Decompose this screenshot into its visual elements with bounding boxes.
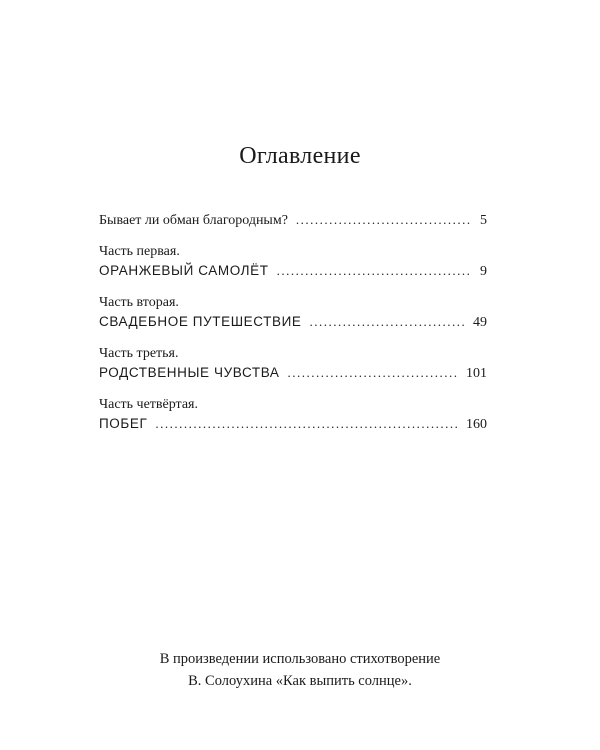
dot-leader <box>310 312 465 331</box>
toc-line <box>99 414 487 434</box>
toc-entry-part-3 <box>99 345 487 383</box>
toc-line <box>99 363 487 383</box>
toc-page-number: 101 <box>466 366 487 381</box>
note-line: В. Солоухина «Как выпить солнце». <box>188 673 412 689</box>
toc-line <box>99 312 487 332</box>
note-line: В произведении использовано стихотворение <box>159 651 441 667</box>
part-label: Часть первая. <box>99 244 180 259</box>
toc-heading: РОДСТВЕННЫЕ ЧУВСТВА <box>99 365 280 380</box>
dot-leader <box>155 414 458 433</box>
dot-leader <box>277 261 472 280</box>
part-label: Часть вторая. <box>99 295 179 310</box>
toc-page-number: 9 <box>480 264 487 279</box>
toc-heading: Бывает ли обман благородным? <box>99 213 288 228</box>
part-label: Часть третья. <box>99 346 179 361</box>
toc-entry-intro <box>99 210 487 230</box>
table-of-contents <box>99 210 487 447</box>
toc-line <box>99 210 487 230</box>
part-label: Часть четвёртая. <box>99 397 198 412</box>
toc-page-number: 160 <box>466 417 487 432</box>
page-title: Оглавление <box>239 143 361 169</box>
toc-entry-part-4 <box>99 396 487 434</box>
toc-heading: ПОБЕГ <box>99 416 148 431</box>
toc-heading: ОРАНЖЕВЫЙ САМОЛЁТ <box>99 263 269 278</box>
toc-page-number: 5 <box>480 213 487 228</box>
dot-leader <box>296 210 472 229</box>
toc-heading: СВАДЕБНОЕ ПУТЕШЕСТВИЕ <box>99 314 302 329</box>
toc-entry-part-2 <box>99 294 487 332</box>
toc-line <box>99 261 487 281</box>
toc-entry-part-1 <box>99 243 487 281</box>
attribution-note <box>0 648 600 692</box>
toc-page-number: 49 <box>473 315 487 330</box>
dot-leader <box>287 363 458 382</box>
